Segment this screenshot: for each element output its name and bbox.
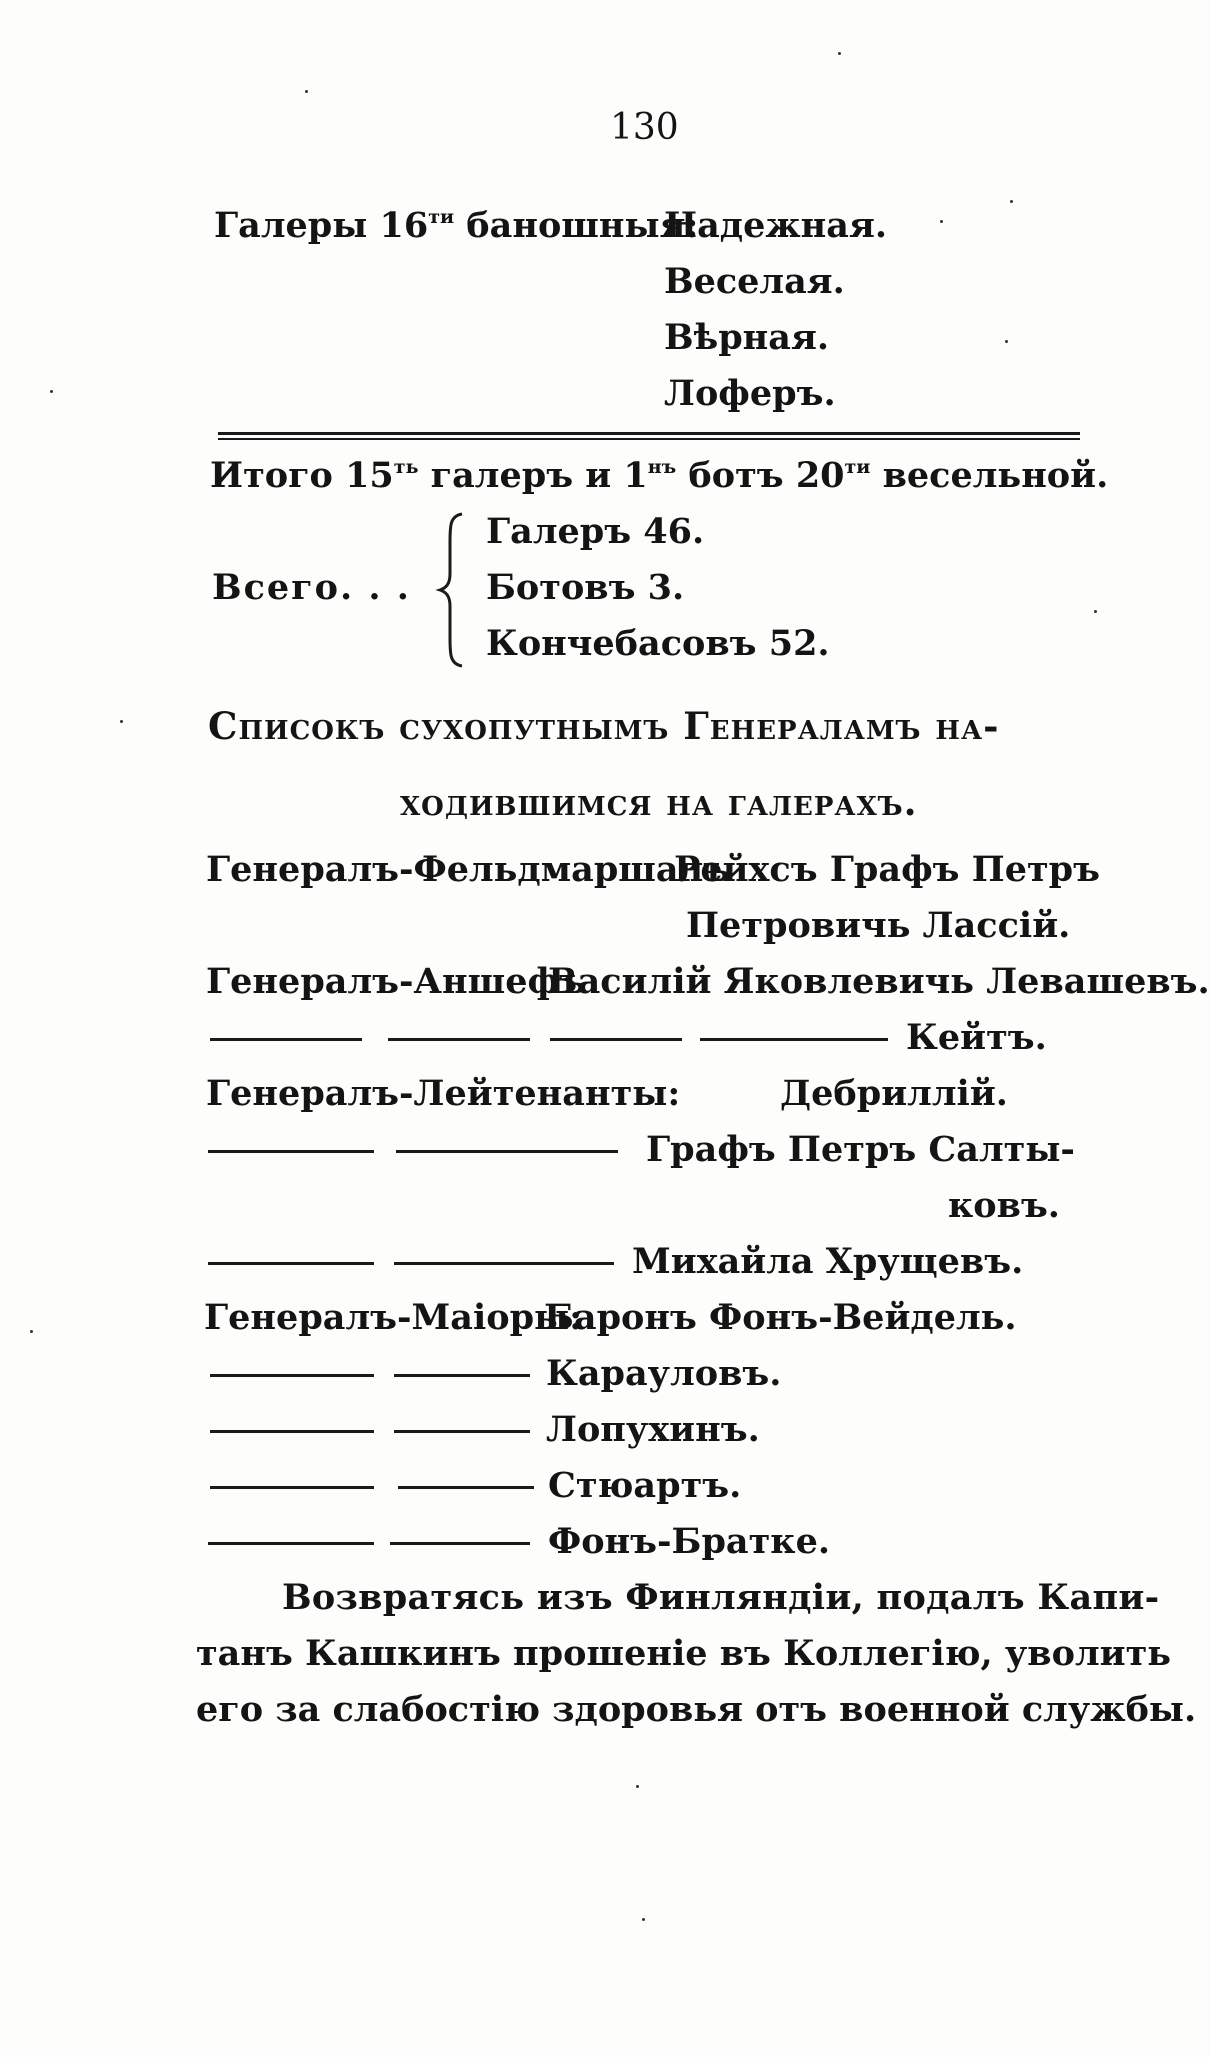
general-name: Дебриллій. [780, 1073, 1008, 1114]
galley-name: Вѣрная. [664, 317, 830, 358]
total-line: Итого $15^{ть}$ галеръ и $1^{нъ}$ ботъ $20^{ти}$ весельной. [210, 455, 1109, 496]
general-name: Рейхсъ Графъ Петръ [674, 849, 1100, 890]
rank-general-in-chief: Генералъ-Аншефъ [206, 961, 586, 1002]
ditto-dash [550, 1038, 682, 1041]
ditto-dash [210, 1038, 362, 1041]
summary-item: Кончебасовъ 52. [486, 623, 830, 664]
general-name: ковъ. [948, 1185, 1060, 1226]
scan-speck [1094, 610, 1097, 613]
galley-name: Лоферъ. [664, 373, 836, 414]
general-name: Петровичь Лассій. [686, 905, 1071, 946]
ditto-dash [208, 1262, 374, 1265]
scan-speck [1010, 200, 1013, 203]
scan-speck [838, 52, 841, 55]
ditto-dash [396, 1150, 618, 1153]
double-rule-top [218, 432, 1080, 435]
general-name: Графъ Петръ Салты- [646, 1129, 1075, 1170]
ditto-dash [394, 1262, 614, 1265]
rank-field-marshal: Генералъ-Фельдмаршалъ [206, 849, 731, 890]
ditto-dash [398, 1486, 534, 1489]
general-name: Стюартъ. [548, 1465, 742, 1506]
ditto-dash [210, 1486, 374, 1489]
closing-paragraph-line: его за слабостію здоровья отъ военной службы. [196, 1689, 1197, 1730]
scan-speck [940, 220, 943, 223]
ditto-dash [388, 1038, 530, 1041]
general-name: Василій Яковлевичь Левашевъ. [548, 961, 1210, 1002]
scan-speck [30, 1330, 33, 1333]
ditto-dash [390, 1542, 530, 1545]
curly-brace-icon [438, 510, 468, 670]
scan-speck [642, 1918, 645, 1921]
scan-speck [305, 90, 308, 93]
summary-item: Ботовъ 3. [486, 567, 685, 608]
scan-speck [636, 1785, 639, 1788]
summary-label: Всего. . . [212, 567, 411, 608]
rank-major-generals: Генералъ-Маіоры: [204, 1297, 583, 1338]
galleys-label: Галеры $16^{ти}$ баношныя: [214, 205, 699, 246]
ditto-dash [208, 1542, 374, 1545]
scan-speck [1005, 340, 1008, 343]
summary-item: Галеръ 46. [486, 511, 705, 552]
general-name: Лопухинъ. [546, 1409, 760, 1450]
general-name: Фонъ-Братке. [548, 1521, 831, 1562]
ditto-dash [700, 1038, 888, 1041]
galley-name: Надежная. [664, 205, 888, 246]
general-name: Кейтъ. [906, 1017, 1047, 1058]
galley-name: Веселая. [664, 261, 845, 302]
general-name: Баронъ Фонъ-Вейдель. [544, 1297, 1017, 1338]
rank-lieutenant-generals: Генералъ-Лейтенанты: [206, 1073, 681, 1114]
ditto-dash [394, 1430, 530, 1433]
ditto-dash [210, 1430, 374, 1433]
closing-paragraph-line: танъ Кашкинъ прошеніе въ Коллегію, уволить [196, 1633, 1172, 1674]
section-heading-line2: ходившимся на галерахъ. [400, 780, 918, 824]
scan-speck [50, 390, 53, 393]
double-rule-bottom [218, 438, 1080, 440]
ditto-dash [394, 1374, 530, 1377]
scan-speck [120, 720, 123, 723]
page-number: 130 [610, 107, 679, 148]
general-name: Карауловъ. [546, 1353, 782, 1394]
closing-paragraph-line: Возвратясь изъ Финляндіи, подалъ Капи- [282, 1577, 1160, 1618]
ditto-dash [210, 1374, 374, 1377]
general-name: Михайла Хрущевъ. [632, 1241, 1024, 1282]
ditto-dash [208, 1150, 374, 1153]
section-heading-line1: Списокъ сухопутнымъ Генераламъ на- [208, 704, 1000, 748]
